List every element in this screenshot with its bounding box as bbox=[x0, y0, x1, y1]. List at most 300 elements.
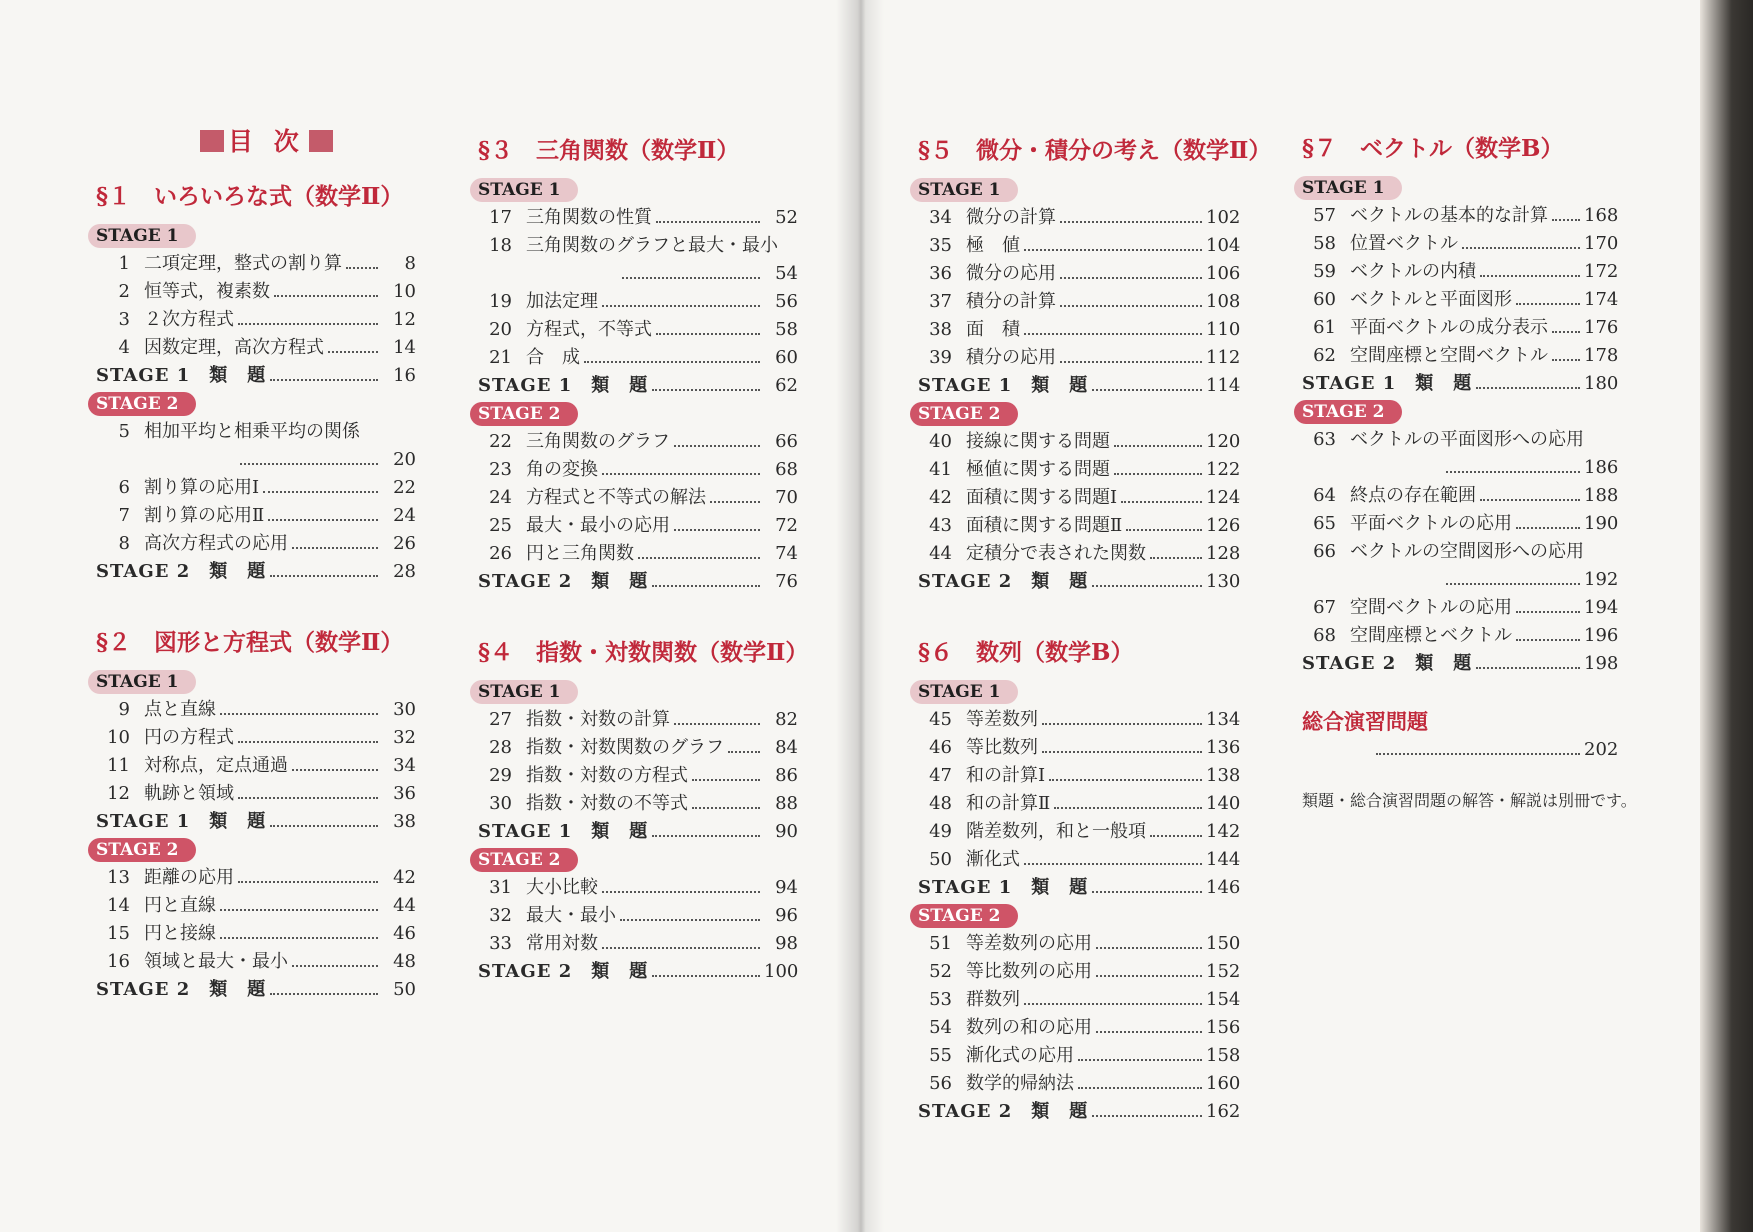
section-title: §３ 三角関数（数学Ⅱ） bbox=[478, 137, 740, 164]
toc-entry[interactable] bbox=[478, 540, 798, 568]
toc-entry[interactable] bbox=[478, 930, 798, 958]
page-number: 26 bbox=[393, 533, 416, 554]
entry-title: ベクトルの平面図形への応用 bbox=[1350, 429, 1584, 450]
toc-entry[interactable] bbox=[96, 948, 416, 976]
toc-entry[interactable] bbox=[96, 752, 416, 780]
leader-dots bbox=[238, 881, 378, 883]
page-number: 144 bbox=[1206, 849, 1241, 870]
toc-entry[interactable] bbox=[96, 530, 416, 558]
page-number: 136 bbox=[1206, 737, 1241, 758]
leader-dots bbox=[674, 723, 760, 725]
section bbox=[96, 628, 416, 1004]
entry-number: 2 bbox=[118, 281, 130, 302]
leader-dots bbox=[270, 825, 378, 827]
page-number: 28 bbox=[393, 561, 416, 582]
toc-column-4 bbox=[1302, 134, 1637, 811]
page-number: 60 bbox=[775, 347, 798, 368]
leader-dots bbox=[1150, 557, 1202, 559]
leader-dots bbox=[240, 463, 378, 465]
toc-entry[interactable] bbox=[918, 1042, 1240, 1070]
entry-title: 三角関数のグラフと最大・最小 bbox=[526, 235, 778, 256]
entry-number: 10 bbox=[107, 727, 130, 748]
toc-entry[interactable] bbox=[96, 446, 416, 474]
toc-entry[interactable] bbox=[96, 306, 416, 334]
review-entry[interactable] bbox=[96, 976, 416, 1004]
page-number: 174 bbox=[1584, 289, 1619, 310]
entry-title: 平面ベクトルの応用 bbox=[1350, 513, 1512, 534]
toc-entry[interactable] bbox=[96, 334, 416, 362]
page-edge bbox=[1700, 0, 1753, 1232]
entry-number: 27 bbox=[489, 709, 512, 730]
toc-entry[interactable] bbox=[478, 428, 798, 456]
toc-entry[interactable] bbox=[478, 484, 798, 512]
stage-badge: STAGE 2 bbox=[88, 392, 196, 416]
entry-number: 11 bbox=[107, 755, 130, 776]
entry-number: 55 bbox=[929, 1045, 952, 1066]
page-number: 66 bbox=[775, 431, 798, 452]
entry-title: 極値に関する問題 bbox=[966, 459, 1110, 480]
entry-title: 和の計算Ⅰ bbox=[966, 765, 1046, 786]
review-entry[interactable] bbox=[478, 372, 798, 400]
toc-entry[interactable] bbox=[1302, 482, 1618, 510]
entry-title: ベクトルの基本的な計算 bbox=[1350, 205, 1548, 226]
toc-entry[interactable] bbox=[918, 762, 1240, 790]
entry-number: 23 bbox=[489, 459, 512, 480]
entry-number: 26 bbox=[489, 543, 512, 564]
entry-number: 5 bbox=[118, 421, 130, 442]
leader-dots bbox=[1121, 501, 1202, 503]
entry-number: 57 bbox=[1313, 205, 1336, 226]
leader-dots bbox=[1096, 975, 1202, 977]
leader-dots bbox=[274, 295, 378, 297]
entry-title: ベクトルと平面図形 bbox=[1350, 289, 1512, 310]
page-number: 58 bbox=[775, 319, 798, 340]
toc-entry[interactable] bbox=[1302, 230, 1618, 258]
toc-entry[interactable] bbox=[918, 456, 1240, 484]
toc-entry[interactable] bbox=[478, 790, 798, 818]
book-gutter bbox=[836, 0, 884, 1232]
toc-entry[interactable] bbox=[96, 278, 416, 306]
review-entry[interactable] bbox=[918, 372, 1240, 400]
review-entry[interactable] bbox=[96, 558, 416, 586]
toc-entry[interactable] bbox=[96, 418, 416, 446]
entry-title: 平面ベクトルの成分表示 bbox=[1350, 317, 1548, 338]
answers-note: 類題・総合演習問題の解答・解説は別冊です。 bbox=[1302, 791, 1637, 810]
page-number: 170 bbox=[1584, 233, 1619, 254]
entry-title: 因数定理，高次方程式 bbox=[144, 337, 324, 358]
toc-entry[interactable] bbox=[918, 260, 1240, 288]
page-number: 130 bbox=[1206, 571, 1241, 592]
entry-title: STAGE 1 類 題 bbox=[1302, 373, 1473, 394]
toc-entry[interactable] bbox=[478, 734, 798, 762]
review-entry[interactable] bbox=[478, 958, 798, 986]
entry-number: 19 bbox=[489, 291, 512, 312]
entry-number: 60 bbox=[1313, 289, 1336, 310]
page-number: 24 bbox=[393, 505, 416, 526]
entry-title: 指数・対数の方程式 bbox=[526, 765, 688, 786]
entry-title: 微分の応用 bbox=[966, 263, 1056, 284]
page-number: 48 bbox=[393, 951, 416, 972]
leader-dots bbox=[1552, 219, 1580, 221]
leader-dots bbox=[728, 751, 760, 753]
leader-dots bbox=[1092, 1115, 1202, 1117]
leader-dots bbox=[1462, 247, 1580, 249]
entry-title: 接線に関する問題 bbox=[966, 431, 1110, 452]
entry-title: STAGE 1 類 題 bbox=[918, 877, 1089, 898]
leader-dots bbox=[1042, 751, 1202, 753]
toc-entry[interactable] bbox=[918, 288, 1240, 316]
entry-number: 16 bbox=[107, 951, 130, 972]
entry-title: 方程式，不等式 bbox=[526, 319, 652, 340]
leader-dots bbox=[710, 501, 760, 503]
leader-dots bbox=[638, 557, 760, 559]
toc-entry[interactable] bbox=[918, 428, 1240, 456]
toc-entry[interactable] bbox=[918, 1070, 1240, 1098]
entry-number: 32 bbox=[489, 905, 512, 926]
toc-entry[interactable] bbox=[96, 864, 416, 892]
leader-dots bbox=[602, 947, 760, 949]
page-number: 20 bbox=[393, 449, 416, 470]
section bbox=[478, 136, 798, 596]
toc-entry[interactable] bbox=[478, 874, 798, 902]
section bbox=[918, 638, 1240, 1126]
entry-number: 45 bbox=[929, 709, 952, 730]
page-number: 110 bbox=[1206, 319, 1241, 340]
toc-entry[interactable] bbox=[918, 540, 1240, 568]
leader-dots bbox=[1516, 611, 1580, 613]
toc-entry[interactable] bbox=[1302, 202, 1618, 230]
entry-number: 34 bbox=[929, 207, 952, 228]
toc-entry[interactable] bbox=[918, 846, 1240, 874]
leader-dots bbox=[1060, 221, 1202, 223]
leader-dots bbox=[220, 713, 378, 715]
toc-entry[interactable] bbox=[478, 204, 798, 232]
toc-entry[interactable] bbox=[918, 204, 1240, 232]
entry-number: 66 bbox=[1313, 541, 1336, 562]
entry-title: 面 積 bbox=[966, 319, 1020, 340]
entry-title: ベクトルの空間図形への応用 bbox=[1350, 541, 1584, 562]
leader-dots bbox=[652, 585, 760, 587]
toc-entry[interactable] bbox=[918, 706, 1240, 734]
toc-entry[interactable] bbox=[96, 780, 416, 808]
entry-number: 68 bbox=[1313, 625, 1336, 646]
entry-number: 52 bbox=[929, 961, 952, 982]
leader-dots bbox=[1480, 499, 1580, 501]
page-number: 114 bbox=[1206, 375, 1241, 396]
leader-dots bbox=[238, 323, 378, 325]
toc-entry[interactable] bbox=[918, 958, 1240, 986]
page-number: 56 bbox=[775, 291, 798, 312]
toc-entry[interactable] bbox=[1302, 314, 1618, 342]
leader-dots bbox=[270, 993, 378, 995]
leader-dots bbox=[602, 891, 760, 893]
review-entry[interactable] bbox=[96, 362, 416, 390]
review-entry[interactable] bbox=[918, 1098, 1240, 1126]
entry-title: 階差数列，和と一般項 bbox=[966, 821, 1146, 842]
page-number: 46 bbox=[393, 923, 416, 944]
entry-title: 和の計算Ⅱ bbox=[966, 793, 1051, 814]
leader-dots bbox=[1024, 333, 1202, 335]
entry-title: 指数・対数の計算 bbox=[526, 709, 670, 730]
toc-entry[interactable] bbox=[1302, 454, 1618, 482]
page-number: 120 bbox=[1206, 431, 1241, 452]
leader-dots bbox=[1024, 249, 1202, 251]
entry-number: 49 bbox=[929, 821, 952, 842]
page-number: 84 bbox=[775, 737, 798, 758]
toc-entry[interactable] bbox=[96, 474, 416, 502]
leader-dots bbox=[1446, 583, 1580, 585]
entry-title: ２次方程式 bbox=[144, 309, 234, 330]
page-number: 172 bbox=[1584, 261, 1619, 282]
review-entry[interactable] bbox=[918, 568, 1240, 596]
leader-dots bbox=[620, 919, 760, 921]
toc-entry[interactable] bbox=[1302, 342, 1618, 370]
entry-number: 29 bbox=[489, 765, 512, 786]
entry-number: 22 bbox=[489, 431, 512, 452]
leader-dots bbox=[602, 473, 760, 475]
entry-title: 対称点，定点通過 bbox=[144, 755, 288, 776]
toc-entry[interactable] bbox=[918, 316, 1240, 344]
toc-entry[interactable] bbox=[96, 502, 416, 530]
leader-dots bbox=[1476, 667, 1580, 669]
entry-title: 極 値 bbox=[966, 235, 1020, 256]
entry-number: 42 bbox=[929, 487, 952, 508]
toc-entry[interactable] bbox=[96, 892, 416, 920]
page-number: 14 bbox=[393, 337, 416, 358]
toc-entry[interactable] bbox=[918, 818, 1240, 846]
leader-dots bbox=[652, 975, 760, 977]
page-number: 188 bbox=[1584, 485, 1619, 506]
review-entry[interactable] bbox=[1302, 370, 1618, 398]
entry-number: 48 bbox=[929, 793, 952, 814]
leader-dots bbox=[652, 835, 760, 837]
entry-number: 28 bbox=[489, 737, 512, 758]
leader-dots bbox=[270, 575, 378, 577]
stage-badge: STAGE 1 bbox=[470, 178, 578, 202]
entry-number: 3 bbox=[118, 309, 130, 330]
entry-title: 空間座標と空間ベクトル bbox=[1350, 345, 1548, 366]
leader-dots bbox=[1049, 779, 1202, 781]
page-number: 162 bbox=[1206, 1101, 1241, 1122]
toc-title-text: 目 次 bbox=[228, 127, 305, 156]
toc-entry[interactable] bbox=[918, 232, 1240, 260]
page-number: 96 bbox=[775, 905, 798, 926]
page-number: 8 bbox=[404, 253, 416, 274]
entry-number: 15 bbox=[107, 923, 130, 944]
entry-title: STAGE 2 類 題 bbox=[96, 979, 267, 1000]
section-title: §７ ベクトル（数学B） bbox=[1302, 135, 1564, 162]
entry-number: 51 bbox=[929, 933, 952, 954]
entry-number: 47 bbox=[929, 765, 952, 786]
page-number: 158 bbox=[1206, 1045, 1241, 1066]
toc-entry[interactable] bbox=[918, 986, 1240, 1014]
stage-badge: STAGE 2 bbox=[910, 904, 1018, 928]
page-number: 82 bbox=[775, 709, 798, 730]
page-number: 52 bbox=[775, 207, 798, 228]
page-number: 198 bbox=[1584, 653, 1619, 674]
page-number: 180 bbox=[1584, 373, 1619, 394]
entry-number: 9 bbox=[118, 699, 130, 720]
leader-dots bbox=[1476, 387, 1580, 389]
section bbox=[96, 182, 416, 586]
review-entry[interactable] bbox=[478, 568, 798, 596]
stage-badge: STAGE 1 bbox=[88, 224, 196, 248]
entry-number: 12 bbox=[107, 783, 130, 804]
entry-title: 常用対数 bbox=[526, 933, 598, 954]
entry-number: 7 bbox=[118, 505, 130, 526]
entry-title: 最大・最小 bbox=[526, 905, 616, 926]
section-title: §２ 図形と方程式（数学Ⅱ） bbox=[96, 629, 404, 656]
stage-badge: STAGE 1 bbox=[910, 680, 1018, 704]
leader-dots bbox=[1092, 891, 1202, 893]
stage-badge: STAGE 2 bbox=[470, 848, 578, 872]
toc-entry[interactable] bbox=[1302, 622, 1618, 650]
leader-dots bbox=[1376, 753, 1580, 755]
stage-badge: STAGE 1 bbox=[88, 670, 196, 694]
final-exercises-title: 総合演習問題 bbox=[1302, 709, 1428, 734]
entry-number: 1 bbox=[118, 253, 130, 274]
stage-badge: STAGE 1 bbox=[910, 178, 1018, 202]
leader-dots bbox=[1092, 389, 1202, 391]
entry-number: 56 bbox=[929, 1073, 952, 1094]
toc-entry[interactable] bbox=[478, 316, 798, 344]
page-number: 50 bbox=[393, 979, 416, 1000]
toc-entry[interactable] bbox=[918, 484, 1240, 512]
entry-title: 高次方程式の応用 bbox=[144, 533, 288, 554]
toc-entry[interactable] bbox=[478, 762, 798, 790]
entry-number: 36 bbox=[929, 263, 952, 284]
leader-dots bbox=[1480, 275, 1580, 277]
toc-entry[interactable] bbox=[1302, 286, 1618, 314]
toc-entry[interactable] bbox=[918, 344, 1240, 372]
page-number: 126 bbox=[1206, 515, 1241, 536]
page-number: 122 bbox=[1206, 459, 1241, 480]
leader-dots bbox=[584, 361, 760, 363]
title-square-right bbox=[309, 130, 333, 152]
entry-number: 33 bbox=[489, 933, 512, 954]
toc-entry[interactable] bbox=[918, 930, 1240, 958]
toc-entry[interactable] bbox=[1302, 258, 1618, 286]
leader-dots bbox=[220, 909, 378, 911]
entry-number: 54 bbox=[929, 1017, 952, 1038]
toc-column-2 bbox=[478, 136, 809, 986]
entry-title: 積分の計算 bbox=[966, 291, 1056, 312]
entry-number: 4 bbox=[118, 337, 130, 358]
entry-title: 軌跡と領域 bbox=[144, 783, 234, 804]
leader-dots bbox=[1150, 835, 1202, 837]
review-entry[interactable] bbox=[918, 874, 1240, 902]
toc-entry[interactable] bbox=[1302, 538, 1618, 566]
toc-entry[interactable] bbox=[918, 734, 1240, 762]
entry-number: 24 bbox=[489, 487, 512, 508]
entry-title: 割り算の応用Ⅱ bbox=[144, 505, 265, 526]
leader-dots bbox=[652, 389, 760, 391]
leader-dots bbox=[1078, 1087, 1202, 1089]
leader-dots bbox=[1114, 445, 1202, 447]
section bbox=[478, 638, 809, 986]
entry-number: 58 bbox=[1313, 233, 1336, 254]
toc-entry[interactable] bbox=[478, 344, 798, 372]
stage-badge: STAGE 2 bbox=[1294, 400, 1402, 424]
toc-entry[interactable] bbox=[918, 1014, 1240, 1042]
toc-entry[interactable] bbox=[478, 512, 798, 540]
entry-title: STAGE 1 類 題 bbox=[96, 365, 267, 386]
title-square-left bbox=[200, 130, 224, 152]
page-number: 16 bbox=[393, 365, 416, 386]
leader-dots bbox=[1096, 1031, 1202, 1033]
toc-entry[interactable] bbox=[478, 260, 798, 288]
page-number: 88 bbox=[775, 793, 798, 814]
review-entry[interactable] bbox=[1302, 650, 1618, 678]
toc-entry[interactable] bbox=[1302, 426, 1618, 454]
entry-title: 等差数列 bbox=[966, 709, 1038, 730]
leader-dots bbox=[656, 221, 760, 223]
entry-number: 43 bbox=[929, 515, 952, 536]
entry-title: 領域と最大・最小 bbox=[144, 951, 288, 972]
section-title: §４ 指数・対数関数（数学Ⅱ） bbox=[478, 639, 809, 666]
leader-dots bbox=[602, 305, 760, 307]
entry-title: 位置ベクトル bbox=[1350, 233, 1458, 254]
toc-entry[interactable] bbox=[1302, 566, 1618, 594]
toc-entry[interactable] bbox=[478, 902, 798, 930]
toc-entry[interactable] bbox=[918, 512, 1240, 540]
entry-title: 大小比較 bbox=[526, 877, 598, 898]
entry-number: 67 bbox=[1313, 597, 1336, 618]
page-number: 90 bbox=[775, 821, 798, 842]
toc-entry[interactable] bbox=[1302, 510, 1618, 538]
entry-title: 角の変換 bbox=[526, 459, 598, 480]
entry-title: 指数・対数の不等式 bbox=[526, 793, 688, 814]
page-number: 106 bbox=[1206, 263, 1241, 284]
toc-entry[interactable] bbox=[96, 724, 416, 752]
entry-number: 62 bbox=[1313, 345, 1336, 366]
toc-entry[interactable] bbox=[96, 250, 416, 278]
page-number: 196 bbox=[1584, 625, 1619, 646]
toc-title bbox=[196, 122, 337, 158]
section bbox=[1302, 134, 1618, 678]
page-number: 36 bbox=[393, 783, 416, 804]
leader-dots bbox=[692, 807, 760, 809]
page-number: 86 bbox=[775, 765, 798, 786]
entry-number: 65 bbox=[1313, 513, 1336, 534]
toc-entry[interactable] bbox=[478, 456, 798, 484]
review-entry[interactable] bbox=[478, 818, 798, 846]
toc-entry[interactable] bbox=[478, 288, 798, 316]
page-number: 168 bbox=[1584, 205, 1619, 226]
entry-title: 終点の存在範囲 bbox=[1350, 485, 1476, 506]
page-number: 142 bbox=[1206, 821, 1241, 842]
leader-dots bbox=[1024, 863, 1202, 865]
leader-dots bbox=[656, 333, 760, 335]
toc-entry[interactable] bbox=[918, 790, 1240, 818]
entry-title: 最大・最小の応用 bbox=[526, 515, 670, 536]
leader-dots bbox=[1060, 277, 1202, 279]
entry-title: STAGE 2 類 題 bbox=[478, 571, 649, 592]
leader-dots bbox=[1096, 947, 1202, 949]
stage-badge: STAGE 2 bbox=[470, 402, 578, 426]
toc-entry[interactable] bbox=[96, 920, 416, 948]
review-entry[interactable] bbox=[96, 808, 416, 836]
page-number: 62 bbox=[775, 375, 798, 396]
entry-number: 17 bbox=[489, 207, 512, 228]
entry-title: 定積分で表された関数 bbox=[966, 543, 1146, 564]
toc-entry[interactable] bbox=[478, 232, 798, 260]
toc-entry[interactable] bbox=[478, 706, 798, 734]
entry-title: 距離の応用 bbox=[144, 867, 234, 888]
toc-entry[interactable] bbox=[1302, 594, 1618, 622]
page-number: 72 bbox=[775, 515, 798, 536]
toc-entry[interactable] bbox=[96, 696, 416, 724]
